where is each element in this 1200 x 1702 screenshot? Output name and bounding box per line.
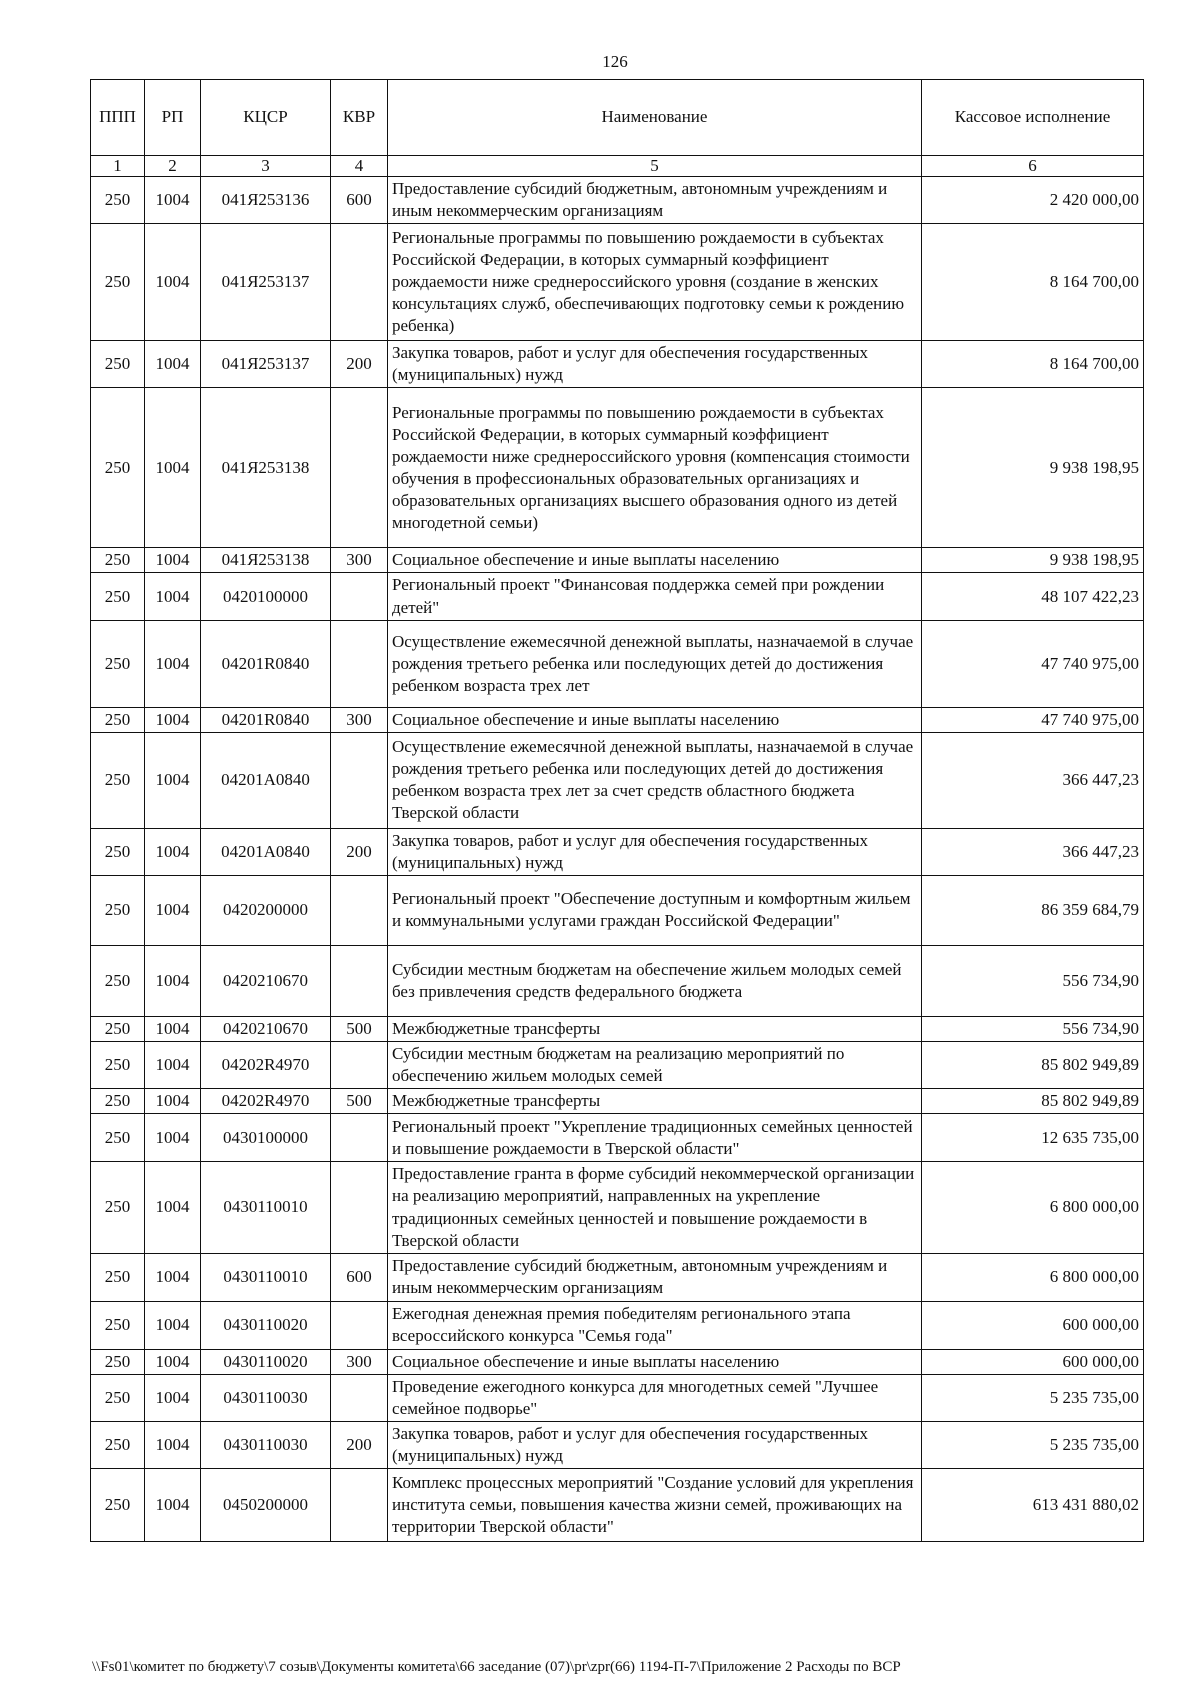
table-row	[91, 1469, 1144, 1542]
cell-kvr: 200	[331, 1421, 388, 1468]
cell-amount: 86 359 684,79	[922, 875, 1144, 945]
cell-rp: 1004	[145, 1374, 201, 1421]
cell-kvr	[331, 224, 388, 341]
file-path-footer: \\Fs01\комитет по бюджету\7 созыв\Документы комитета\66 заседание (07)\pr\zpr(66) 1194-П-7\Приложение 2 Расходы по ВСР	[92, 1659, 901, 1675]
cell-kvr: 200	[331, 341, 388, 388]
header-amount: Кассовое исполнение	[922, 80, 1144, 156]
cell-ppp: 250	[91, 177, 145, 224]
table-row	[91, 548, 1144, 573]
table-row	[91, 177, 1144, 224]
table-row	[91, 1421, 1144, 1468]
page-number: 126	[602, 52, 628, 71]
cell-ppp: 250	[91, 1042, 145, 1089]
cell-rp: 1004	[145, 1016, 201, 1041]
cell-name: Ежегодная денежная премия победителям регионального этапа всероссийского конкурса "Семья года"	[388, 1301, 922, 1349]
cell-ppp: 250	[91, 1089, 145, 1114]
column-number: 1	[91, 156, 145, 177]
cell-kvr: 600	[331, 177, 388, 224]
cell-kvr	[331, 388, 388, 548]
cell-kvr: 300	[331, 707, 388, 732]
cell-rp: 1004	[145, 1042, 201, 1089]
table-row	[91, 1114, 1144, 1162]
table-row	[91, 573, 1144, 620]
cell-name: Субсидии местным бюджетам на обеспечение жильем молодых семей без привлечения средств федерального бюджета	[388, 945, 922, 1016]
table-row	[91, 732, 1144, 828]
table-row	[91, 1089, 1144, 1114]
table-row	[91, 388, 1144, 548]
cell-amount: 5 235 735,00	[922, 1421, 1144, 1468]
cell-kvr: 300	[331, 1349, 388, 1374]
budget-table	[90, 79, 1144, 1542]
cell-amount: 47 740 975,00	[922, 620, 1144, 707]
cell-rp: 1004	[145, 1162, 201, 1253]
cell-ppp: 250	[91, 388, 145, 548]
cell-name: Субсидии местным бюджетам на реализацию мероприятий по обеспечению жильем молодых семей	[388, 1042, 922, 1089]
cell-amount: 5 235 735,00	[922, 1374, 1144, 1421]
cell-ppp: 250	[91, 1374, 145, 1421]
cell-kcsr: 04202R4970	[201, 1042, 331, 1089]
cell-rp: 1004	[145, 1089, 201, 1114]
cell-kvr	[331, 875, 388, 945]
cell-amount: 8 164 700,00	[922, 224, 1144, 341]
cell-amount: 85 802 949,89	[922, 1089, 1144, 1114]
cell-kcsr: 0450200000	[201, 1469, 331, 1542]
cell-ppp: 250	[91, 1349, 145, 1374]
cell-rp: 1004	[145, 875, 201, 945]
cell-rp: 1004	[145, 1301, 201, 1349]
cell-amount: 366 447,23	[922, 828, 1144, 875]
cell-kcsr: 0430110020	[201, 1349, 331, 1374]
column-number: 6	[922, 156, 1144, 177]
cell-ppp: 250	[91, 548, 145, 573]
header-rp: РП	[145, 80, 201, 156]
cell-kvr	[331, 945, 388, 1016]
cell-name: Закупка товаров, работ и услуг для обеспечения государственных (муниципальных) нужд	[388, 1421, 922, 1468]
cell-amount: 9 938 198,95	[922, 548, 1144, 573]
cell-amount: 2 420 000,00	[922, 177, 1144, 224]
cell-amount: 600 000,00	[922, 1301, 1144, 1349]
cell-rp: 1004	[145, 1469, 201, 1542]
cell-name: Социальное обеспечение и иные выплаты населению	[388, 548, 922, 573]
cell-ppp: 250	[91, 1114, 145, 1162]
cell-ppp: 250	[91, 945, 145, 1016]
cell-name: Межбюджетные трансферты	[388, 1089, 922, 1114]
table-row	[91, 1301, 1144, 1349]
cell-name: Комплекс процессных мероприятий "Создание условий для укрепления института семьи, повышения качества жизни семей, проживающих на территории Тверской области"	[388, 1469, 922, 1542]
cell-rp: 1004	[145, 388, 201, 548]
table-row	[91, 341, 1144, 388]
cell-ppp: 250	[91, 1253, 145, 1301]
table-row	[91, 1042, 1144, 1089]
cell-kvr: 600	[331, 1253, 388, 1301]
cell-kvr: 500	[331, 1089, 388, 1114]
cell-kcsr: 04201R0840	[201, 620, 331, 707]
cell-amount: 6 800 000,00	[922, 1253, 1144, 1301]
cell-kcsr: 0430100000	[201, 1114, 331, 1162]
cell-kcsr: 0430110030	[201, 1374, 331, 1421]
cell-rp: 1004	[145, 945, 201, 1016]
table-row	[91, 945, 1144, 1016]
table-row	[91, 828, 1144, 875]
cell-amount: 600 000,00	[922, 1349, 1144, 1374]
cell-ppp: 250	[91, 224, 145, 341]
cell-kvr	[331, 1162, 388, 1253]
cell-name: Закупка товаров, работ и услуг для обеспечения государственных (муниципальных) нужд	[388, 341, 922, 388]
table-row	[91, 1016, 1144, 1041]
cell-name: Предоставление субсидий бюджетным, автономным учреждениям и иным некоммерческим организациям	[388, 177, 922, 224]
cell-amount: 85 802 949,89	[922, 1042, 1144, 1089]
cell-kvr	[331, 1042, 388, 1089]
table-row	[91, 707, 1144, 732]
cell-ppp: 250	[91, 573, 145, 620]
cell-name: Региональный проект "Финансовая поддержка семей при рождении детей"	[388, 573, 922, 620]
cell-kvr	[331, 732, 388, 828]
table-row	[91, 224, 1144, 341]
cell-ppp: 250	[91, 341, 145, 388]
cell-kvr	[331, 1114, 388, 1162]
cell-kcsr: 04201A0840	[201, 732, 331, 828]
cell-ppp: 250	[91, 620, 145, 707]
cell-kcsr: 0430110030	[201, 1421, 331, 1468]
cell-rp: 1004	[145, 224, 201, 341]
cell-kcsr: 041Я253138	[201, 388, 331, 548]
cell-amount: 366 447,23	[922, 732, 1144, 828]
header-name: Наименование	[388, 80, 922, 156]
cell-ppp: 250	[91, 707, 145, 732]
cell-ppp: 250	[91, 1016, 145, 1041]
cell-kcsr: 041Я253138	[201, 548, 331, 573]
cell-kcsr: 0430110010	[201, 1162, 331, 1253]
table-row	[91, 1349, 1144, 1374]
cell-ppp: 250	[91, 732, 145, 828]
cell-name: Региональные программы по повышению рождаемости в субъектах Российской Федерации, в которых суммарный коэффициент рождаемости ниже среднероссийского уровня (создание в женских консультациях служб, обеспечивающих подготовку семьи к рождению ребенка)	[388, 224, 922, 341]
cell-rp: 1004	[145, 548, 201, 573]
cell-kcsr: 04202R4970	[201, 1089, 331, 1114]
cell-amount: 47 740 975,00	[922, 707, 1144, 732]
cell-amount: 556 734,90	[922, 945, 1144, 1016]
column-number: 5	[388, 156, 922, 177]
cell-kvr: 200	[331, 828, 388, 875]
cell-kvr	[331, 573, 388, 620]
column-number-row	[91, 156, 1144, 177]
cell-rp: 1004	[145, 1114, 201, 1162]
cell-rp: 1004	[145, 341, 201, 388]
cell-kvr	[331, 620, 388, 707]
cell-kcsr: 0420100000	[201, 573, 331, 620]
table-row	[91, 875, 1144, 945]
cell-kcsr: 04201R0840	[201, 707, 331, 732]
cell-kcsr: 0430110010	[201, 1253, 331, 1301]
cell-amount: 9 938 198,95	[922, 388, 1144, 548]
cell-kvr	[331, 1374, 388, 1421]
cell-name: Межбюджетные трансферты	[388, 1016, 922, 1041]
cell-rp: 1004	[145, 1421, 201, 1468]
cell-rp: 1004	[145, 707, 201, 732]
table-row	[91, 1253, 1144, 1301]
table-row	[91, 620, 1144, 707]
cell-amount: 613 431 880,02	[922, 1469, 1144, 1542]
cell-ppp: 250	[91, 1469, 145, 1542]
cell-rp: 1004	[145, 573, 201, 620]
header-kvr: КВР	[331, 80, 388, 156]
cell-name: Проведение ежегодного конкурса для многодетных семей "Лучшее семейное подворье"	[388, 1374, 922, 1421]
cell-kvr: 500	[331, 1016, 388, 1041]
cell-name: Социальное обеспечение и иные выплаты населению	[388, 1349, 922, 1374]
cell-name: Закупка товаров, работ и услуг для обеспечения государственных (муниципальных) нужд	[388, 828, 922, 875]
cell-kvr	[331, 1301, 388, 1349]
table-header-row	[91, 80, 1144, 156]
cell-name: Предоставление гранта в форме субсидий некоммерческой организации на реализацию мероприятий, направленных на укрепление традиционных семейных ценностей и повышение рождаемости в Тверской области	[388, 1162, 922, 1253]
cell-name: Региональный проект "Укрепление традиционных семейных ценностей и повышение рождаемости в Тверской области"	[388, 1114, 922, 1162]
cell-kcsr: 0420200000	[201, 875, 331, 945]
cell-amount: 6 800 000,00	[922, 1162, 1144, 1253]
cell-name: Осуществление ежемесячной денежной выплаты, назначаемой в случае рождения третьего ребенка или последующих детей до достижения ребенком возраста трех лет	[388, 620, 922, 707]
cell-name: Социальное обеспечение и иные выплаты населению	[388, 707, 922, 732]
header-kcsr: КЦСР	[201, 80, 331, 156]
cell-amount: 48 107 422,23	[922, 573, 1144, 620]
cell-amount: 556 734,90	[922, 1016, 1144, 1041]
cell-name: Предоставление субсидий бюджетным, автономным учреждениям и иным некоммерческим организациям	[388, 1253, 922, 1301]
cell-kvr	[331, 1469, 388, 1542]
cell-ppp: 250	[91, 1421, 145, 1468]
cell-amount: 8 164 700,00	[922, 341, 1144, 388]
cell-kcsr: 04201A0840	[201, 828, 331, 875]
table-row	[91, 1374, 1144, 1421]
cell-amount: 12 635 735,00	[922, 1114, 1144, 1162]
column-number: 2	[145, 156, 201, 177]
cell-kcsr: 0430110020	[201, 1301, 331, 1349]
cell-ppp: 250	[91, 1162, 145, 1253]
cell-kvr: 300	[331, 548, 388, 573]
cell-rp: 1004	[145, 1349, 201, 1374]
cell-rp: 1004	[145, 732, 201, 828]
cell-rp: 1004	[145, 828, 201, 875]
cell-rp: 1004	[145, 1253, 201, 1301]
cell-ppp: 250	[91, 1301, 145, 1349]
column-number: 4	[331, 156, 388, 177]
header-ppp: ППП	[91, 80, 145, 156]
cell-ppp: 250	[91, 828, 145, 875]
cell-name: Региональные программы по повышению рождаемости в субъектах Российской Федерации, в которых суммарный коэффициент рождаемости ниже среднероссийского уровня (компенсация стоимости обучения в профессиональных образовательных организациях и образовательных организациях высшего образования одного из детей многодетной семьи)	[388, 388, 922, 548]
cell-rp: 1004	[145, 177, 201, 224]
column-number: 3	[201, 156, 331, 177]
cell-ppp: 250	[91, 875, 145, 945]
cell-rp: 1004	[145, 620, 201, 707]
cell-kcsr: 041Я253137	[201, 341, 331, 388]
cell-kcsr: 041Я253137	[201, 224, 331, 341]
cell-kcsr: 0420210670	[201, 945, 331, 1016]
cell-kcsr: 0420210670	[201, 1016, 331, 1041]
cell-name: Осуществление ежемесячной денежной выплаты, назначаемой в случае рождения третьего ребенка или последующих детей до достижения ребенком возраста трех лет за счет средств областного бюджета Тверской области	[388, 732, 922, 828]
cell-kcsr: 041Я253136	[201, 177, 331, 224]
cell-name: Региональный проект "Обеспечение доступным и комфортным жильем и коммунальными услугами граждан Российской Федерации"	[388, 875, 922, 945]
table-row	[91, 1162, 1144, 1253]
